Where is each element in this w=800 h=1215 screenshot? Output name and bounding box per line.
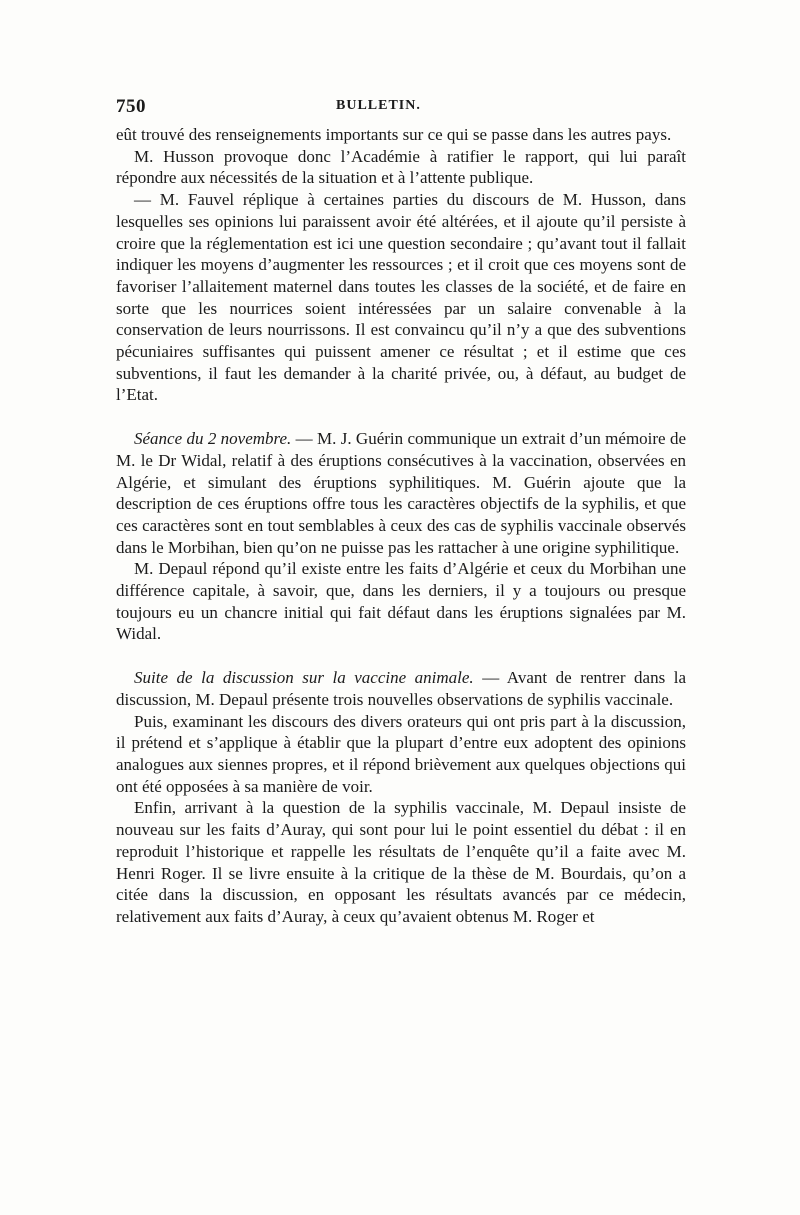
discussion-heading: Suite de la discussion sur la vaccine animale. <box>134 668 474 688</box>
session-heading: Séance du 2 novembre. <box>134 429 292 449</box>
section-gap <box>116 406 686 428</box>
paragraph-fauvel: — M. Fauvel réplique à certaines parties du discours de M. Husson, dans lesquelles ses opinions lui paraissent avoir été altérées, et il ajoute qu’il persiste à croire que la réglementation est ici une question secondaire ; qu’avant tout il fallait indiquer les moyens d’augmenter les ressources ; et il croit que ces moyens sont de favoriser l’allaitement maternel dans toutes les classes de la société, et de faire en sorte que les nourrices soient intéressées par un salaire convenable à la conservation de leurs nourrissons. Il est convaincu qu’il n’y a que des subventions pécuniaires suffisantes qui puissent amener ce résultat ; et il estime que ces subventions, il faut les demander à la charité privée, ou, à défaut, au budget de l’Etat. <box>116 190 686 405</box>
paragraph-vaccine-discussion <box>116 667 686 710</box>
section-gap <box>116 645 686 667</box>
page-header <box>116 96 686 124</box>
paragraph-orateurs: Puis, examinant les discours des divers orateurs qui ont pris part à la discussion, il prétend et s’applique à établir que la plupart d’entre eux adoptent des opinions analogues aux siennes propres, et il répond brièvement aux quelques objections qui ont été opposées à sa manière de voir. <box>116 711 686 796</box>
page-number: 750 <box>116 96 146 117</box>
paragraph-auray: Enfin, arrivant à la question de la syphilis vaccinale, M. Depaul insiste de nouveau sur les faits d’Auray, qui sont pour lui le point essentiel du débat : il en reproduit l’historique et rappelle les résultats de l’enquête qu’il a faite avec M. Henri Roger. Il se livre ensuite à la critique de la thèse de M. Bourdais, qu’on a citée dans la discussion, en opposant les résultats avancés par ce médecin, relativement aux faits d’Auray, à ceux qu’avaient obtenus M. Roger et <box>116 798 686 926</box>
discussion-body: — Avant de rentrer dans la discussion, M. Depaul présente trois nouvelles observations de syphilis vaccinale. <box>116 668 686 709</box>
session-body: — M. J. Guérin communique un extrait d’un mémoire de M. le Dr Widal, relatif à des éruptions consécutives à la vaccination, observées en Algérie, et simulant des éruptions syphilitiques. M. Guérin ajoute que la description de ces éruptions offre tous les caractères objectifs de la syphilis, et que ces caractères sont en tout semblables à ceux des cas de syphilis vaccinale observés dans le Morbihan, bien qu’on ne puisse pas les rattacher à une origine syphilitique. <box>116 429 686 557</box>
paragraph-seance-2-novembre <box>116 428 686 558</box>
paragraph-depaul-reply: M. Depaul répond qu’il existe entre les faits d’Algérie et ceux du Morbihan une différence capitale, à savoir, que, dans les derniers, il y a toujours ou presque toujours eu un chancre initial qui fait défaut dans les éruptions signalées par M. Widal. <box>116 559 686 644</box>
paragraph-husson: M. Husson provoque donc l’Académie à ratifier le rapport, qui lui paraît répondre aux nécessités de la situation et à l’attente publique. <box>116 146 686 188</box>
paragraph-continuation: eût trouvé des renseignements importants sur ce qui se passe dans les autres pays. <box>116 125 672 144</box>
document-page <box>116 96 686 928</box>
running-head: BULLETIN. <box>336 98 421 113</box>
